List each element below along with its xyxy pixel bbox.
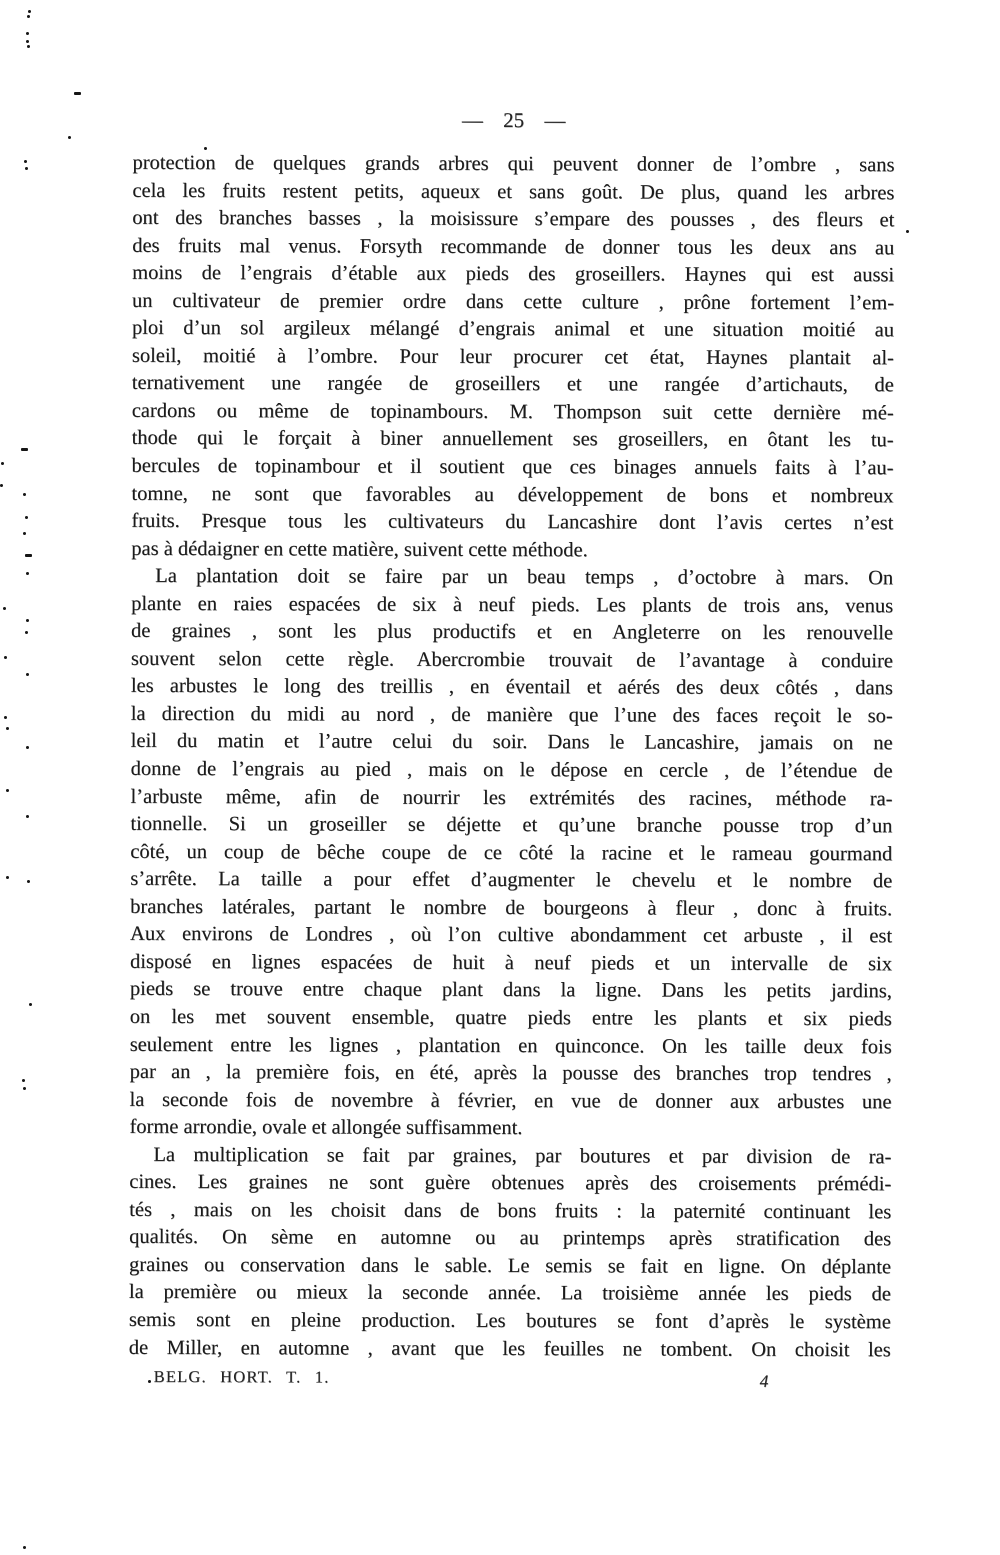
scan-speck [26,746,29,749]
text-line: par an , la première fois, en été, après la pousse des branches trop tendres , [129,1060,892,1086]
scan-speck [25,554,32,557]
scan-speck [204,147,207,150]
text-line: donne de l’engrais au pied , mais on le dépose en cercle , de l’étendue de [130,757,893,783]
scan-speck [4,656,7,659]
scan-speck [26,40,29,43]
text-line: tés , mais on les choisit dans de bons fruits : la paternité continuant les [129,1198,892,1224]
text-line: la seconde fois de novembre à février, en vue de donner aux arbustes une [129,1088,892,1113]
text-line: leil du matin et l’autre celui du soir. Dans le Lancashire, jamais on ne [130,730,893,755]
text-line: qualités. On sème en automne ou au printemps après stratification des [129,1226,892,1251]
text-line: plante en raies espacées de six à neuf pieds. Les plants de trois ans, venus [131,592,894,617]
text-line: cardons ou même de topinambours. M. Thompson suit cette dernière mé- [131,399,894,425]
footer-series-signature: BELG. HORT. T. 1. [153,1366,330,1387]
scan-speck [25,631,28,634]
scan-speck [0,484,3,487]
text-line: La multiplication se fait par graines, par boutures et par division de ra- [153,1143,892,1168]
text-line: bercules de topinambour et il soutient que ces binages annuels faits à l’au- [131,454,894,480]
text-line: La plantation doit se faire par un beau temps , d’octobre à mars. On [155,565,894,590]
scan-speck [29,1003,32,1006]
text-line: les arbustes le long des treillis , en éventail et aérés des deux côtés , dans [130,675,893,700]
scan-speck [6,789,9,792]
text-line: protection de quelques grands arbres qui peuvent donner de l’ombre , sans [132,151,895,177]
text-line: soleil, moitié à l’ombre. Pour leur procurer cet état, Haynes plantait al- [131,344,894,370]
text-line: Aux environs de Londres , où l’on cultive abondamment cet arbuste , il est [130,923,893,948]
scan-speck [23,1546,26,1549]
scan-speck [6,727,9,730]
text-line: semis sont en pleine production. Les boutures se font d’après le système [128,1308,891,1334]
scan-speck [26,673,29,676]
text-line: pieds se trouve entre chaque plant dans la ligne. Dans les petits jardins, [129,978,892,1003]
scan-speck [27,15,30,18]
text-line: forme arrondie, ovale et allongée suffisamment. [129,1115,523,1140]
scan-speck [24,160,27,163]
text-line: cela les fruits restent petits, aqueux et sans goût. De plus, quand les arbres [132,179,895,204]
scan-speck [23,1087,26,1090]
scan-speck [3,607,6,610]
text-line: ont des branches basses , la moisissure s’empare des pousses , des fleurs et [132,206,895,232]
scan-speck [148,1380,151,1383]
scan-speck [21,448,28,451]
text-line: disposé en lignes espacées de huit à neuf pieds et un intervalle de six [129,950,893,976]
text-line: côté, un coup de bêche coupe de ce côté la racine et le rameau gourmand [130,840,893,865]
scan-speck [26,32,29,35]
scan-speck [1,462,4,465]
text-line: ploi d’un sol argileux mélangé d’engrais animal et une situation moitié au [131,317,894,342]
text-line: fruits. Presque tous les cultivateurs du Lancashire dont l’avis certes n’est [131,509,894,535]
scan-speck [23,532,26,535]
scan-speck [25,167,28,170]
scan-speck [23,493,26,496]
text-line: des fruits mal venus. Forsyth recommande de donner tous les deux ans au [132,234,895,259]
scan-speck [26,619,29,622]
body-text [129,150,895,1364]
footer-sheet-number: 4 [759,1370,769,1391]
text-line: thode qui le forçait à biner annuellement ses groseillers, en ôtant les tu- [131,427,894,452]
text-line: la direction du midi au nord , de manière que l’une des faces reçoit le so- [130,702,893,728]
text-line: branches latérales, partant le nombre de bourgeons à fleur , donc à fruits. [130,895,893,921]
page-number-header: — 25 — [461,107,566,133]
text-line: tionnelle. Si un groseiller se déjette et qu’une branche pousse trop d’un [130,812,893,838]
text-line: cines. Les graines ne sont guère obtenues après des croisements prémédi- [129,1171,892,1196]
scan-speck [22,1079,25,1082]
scan-speck [26,815,29,818]
text-line: pas à dédaigner en cette matière, suivent cette méthode. [131,537,588,561]
scan-speck [6,876,9,879]
scan-speck [74,92,81,95]
text-line: on les met souvent ensemble, quatre pieds entre les plants et six pieds [129,1005,892,1031]
scan-speck [906,230,909,233]
text-line: ternativement une rangée de groseillers et une rangée d’artichauts, de [131,372,894,397]
scan-speck [26,572,29,575]
scan-speck [27,45,30,48]
scan-speck [28,10,31,13]
scan-speck [27,880,30,883]
text-line: graines ou conservation dans le sable. Le semis se fait en ligne. On déplante [128,1253,892,1279]
text-line: de Miller, en automne , avant que les feuilles ne tombent. On choisit les [128,1336,891,1361]
text-line: moins de l’engrais d’étable aux pieds des groseillers. Haynes qui est aussi [132,262,895,287]
text-line: un cultivateur de premier ordre dans cette culture , prône fortement l’em- [132,289,895,314]
text-line: s’arrête. La taille a pour effet d’augmenter le chevelu et le nombre de [130,868,893,893]
text-line: souvent selon cette règle. Abercrombie trouvait de l’avantage à conduire [130,647,893,673]
scan-speck [68,136,71,139]
text-line: de graines , sont les plus productifs et en Angleterre on les renouvelle [130,620,894,645]
text-line: tomne, ne sont que favorables au développement de bons et nombreux [131,482,894,507]
text-line: l’arbuste même, afin de nourrir les extrémités des racines, méthode ra- [130,785,893,810]
text-line: la première ou mieux la seconde année. La troisième année les pieds de [128,1281,891,1306]
scan-speck [4,716,7,719]
scan-speck [25,516,28,519]
text-line: seulement entre les lignes , plantation en quinconce. On les taille deux fois [129,1033,892,1058]
